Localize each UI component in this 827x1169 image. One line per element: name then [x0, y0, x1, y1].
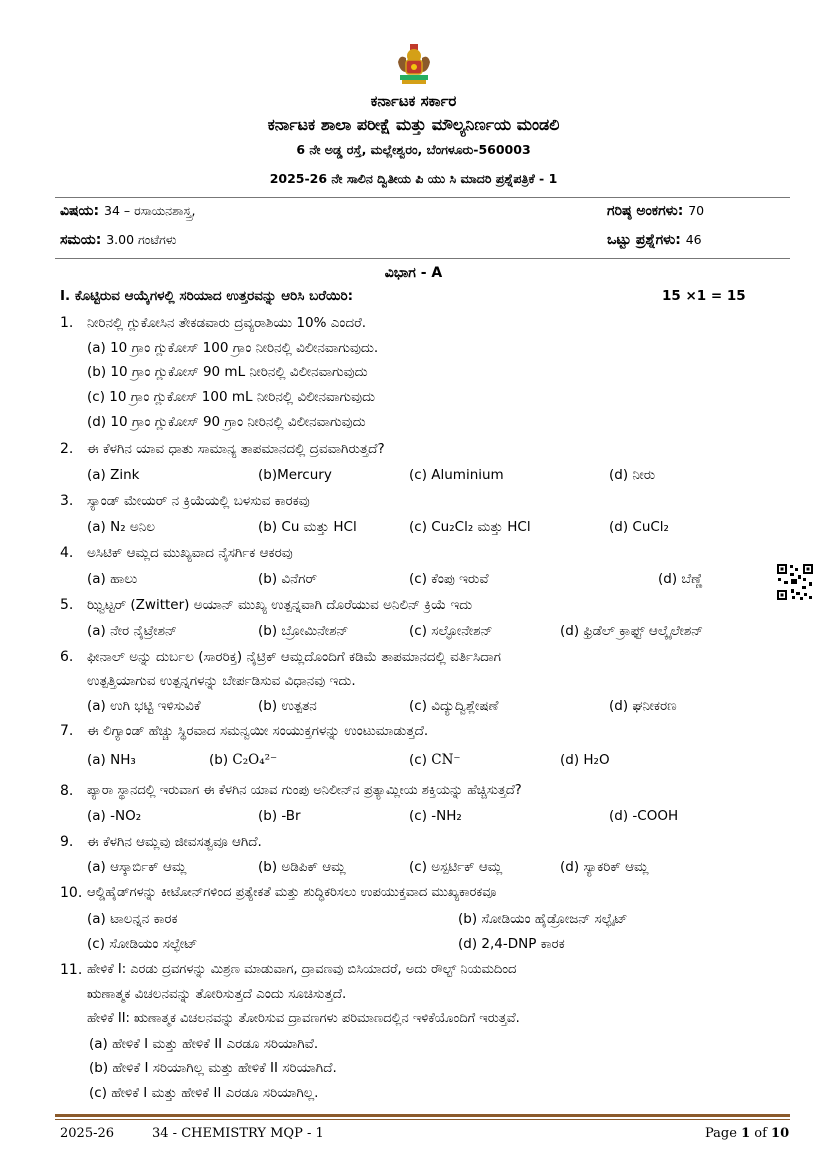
option-c	[409, 752, 461, 768]
question-number: 11.	[60, 962, 83, 978]
question-number: 8.	[60, 783, 74, 799]
option-b: (b) ಹೇಳಿಕೆ I ಸರಿಯಾಗಿಲ್ಲ ಮತ್ತು ಹೇಳಿಕೆ II ಸರಿಯಾಗಿದೆ.	[89, 1060, 337, 1076]
subject-value: 34 – ರಸಾಯನಶಾಸ್ತ್ರ	[104, 203, 192, 218]
option-d: (d) ಬೆಣ್ಣೆ	[658, 571, 703, 587]
divider-meta	[55, 258, 790, 259]
page-total: 10	[771, 1126, 790, 1141]
option-b: (b) ವಿನೆಗರ್	[258, 571, 317, 587]
option-c: (c) ವಿದ್ಯುದ್ವಿಶ್ಲೇಷಣೆ	[409, 698, 499, 714]
board-name: ಕರ್ನಾಟಕ ಶಾಲಾ ಪರೀಕ್ಷೆ ಮತ್ತು ಮೌಲ್ಯನಿರ್ಣಯ ಮಂಡಲಿ	[267, 115, 560, 134]
option-b: (b) -Br	[258, 808, 301, 824]
option-c: (c) Aluminium	[409, 467, 504, 483]
question-text: ಪ್ಯಾರಾ ಸ್ಥಾನದಲ್ಲಿ ಇರುವಾಗ ಈ ಕೆಳಗಿನ ಯಾವ ಗುಂಪು ಅನಿಲೀನ್‌ನ ಪ್ರತ್ಯಾಮ್ಲೀಯ ಶಕ್ತಿಯನ್ನು ಹೆಚ್ಚಿಸುತ್ತದೆ?	[87, 783, 522, 798]
option-a: (a) ಹೇಳಿಕೆ I ಮತ್ತು ಹೇಳಿಕೆ II ಎರಡೂ ಸರಿಯಾಗಿವೆ.	[89, 1036, 319, 1052]
question-text-line2: ಉತ್ಪತ್ತಿಯಾಗುವ ಉತ್ಪನ್ನಗಳನ್ನು ಬೇರ್ಪಡಿಸುವ ವಿಧಾನವು ಇದು.	[87, 673, 356, 689]
page-number: 1	[741, 1126, 751, 1141]
time-label: ಸಮಯ:	[60, 232, 102, 248]
question-number: 10.	[60, 885, 83, 901]
option-a: (a) 10 ಗ್ರಾಂ ಗ್ಲುಕೋಸ್ 100 ಗ್ರಾಂ ನೀರಿನಲ್ಲಿ ವಿಲೀನವಾಗುವುದು.	[87, 340, 379, 356]
question-text: ಅಸಿಟಿಕ್ ಆಮ್ಲದ ಮುಖ್ಯವಾದ ನೈಸರ್ಗಿಕ ಆಕರವು	[87, 545, 293, 561]
option-d: (d) ಸ್ಯಾಕರಿಕ್ ಆಮ್ಲ	[560, 859, 649, 875]
option-c: (c) 10 ಗ್ರಾಂ ಗ್ಲುಕೋಸ್ 100 mL ನೀರಿನಲ್ಲಿ ವಿಲೀನವಾಗುವುದು	[87, 389, 376, 405]
question-number: 3.	[60, 493, 74, 509]
option-c: (c) Cu₂Cl₂ ಮತ್ತು HCl	[409, 519, 531, 535]
max-marks-field	[607, 203, 704, 219]
total-questions-field	[607, 232, 702, 248]
total-questions-value: 46	[685, 232, 702, 247]
option-a: (a) ಉಗಿ ಭಟ್ಟಿ ಇಳಿಸುವಿಕೆ	[87, 698, 201, 714]
page-word: Page	[705, 1126, 737, 1141]
option-d: (d) CuCl₂	[609, 519, 669, 535]
option-b: (b) 10 ಗ್ರಾಂ ಗ್ಲುಕೋಸ್ 90 mL ನೀರಿನಲ್ಲಿ ವಿಲೀನವಾಗುವುದು	[87, 364, 368, 380]
option-b: (b) ಸೋಡಿಯಂ ಹೈಡ್ರೋಜನ್ ಸಲ್ಫೈಟ್	[458, 911, 628, 927]
max-marks-value: 70	[688, 203, 705, 218]
option-b	[209, 752, 277, 768]
option-b: (b) ಅಡಿಪಿಕ್ ಆಮ್ಲ	[258, 859, 346, 875]
section-instruction: I. ಕೊಟ್ಟಿರುವ ಆಯ್ಕೆಗಳಲ್ಲಿ ಸರಿಯಾದ ಉತ್ತರವನ್ನು ಆರಿಸಿ ಬರೆಯಿರಿ:	[60, 288, 354, 304]
question-number: 5.	[60, 597, 74, 613]
government-name: ಕರ್ನಾಟಕ ಸರ್ಕಾರ	[370, 92, 457, 110]
max-marks-label: ಗರಿಷ್ಠ ಅಂಕಗಳು:	[607, 203, 684, 219]
question-text: ಈ ಕೆಳಗಿನ ಯಾವ ಧಾತು ಸಾಮಾನ್ಯ ತಾಪಮಾನದಲ್ಲಿ ದ್ರವವಾಗಿರುತ್ತದೆ?	[87, 441, 385, 457]
question-text: ಈ ಕೆಳಗಿನ ಆಮ್ಲವು ಜೀವಸತ್ವವೂ ಆಗಿದೆ.	[87, 834, 262, 850]
option-c: (c) ಸೋಡಿಯಂ ಸಲ್ಫೇಟ್	[87, 936, 198, 952]
option-b: (b) ಬ್ರೋಮಿನೇಶನ್	[258, 623, 349, 639]
question-text-line1: ಫೀನಾಲ್ ಅನ್ನು ದುರ್ಬಲ (ಸಾರರಿಕ್ತ) ನೈಟ್ರಿಕ್ ಆಮ್ಲದೊಂದಿಗೆ ಕಡಿಮೆ ತಾಪಮಾನದಲ್ಲಿ ವರ್ತಿಸಿದಾಗ	[87, 649, 501, 665]
statement-1-line1: ಹೇಳಿಕೆ I: ಎರಡು ದ್ರವಗಳನ್ನು ಮಿಶ್ರಣ ಮಾಡುವಾಗ, ದ್ರಾವಣವು ಬಿಸಿಯಾದರೆ, ಅದು ರೌಲ್ಟ್ ನಿಯಮದಿಂದ	[87, 962, 517, 977]
option-c: (c) ಹೇಳಿಕೆ I ಮತ್ತು ಹೇಳಿಕೆ II ಎರಡೂ ಸರಿಯಾಗಿಲ್ಲ.	[89, 1085, 319, 1101]
option-a: (a) ಆಸ್ಕಾರ್ಬಿಕ್ ಆಮ್ಲ	[87, 859, 187, 875]
time-value: 3.00 ಗಂಟೆಗಳು	[106, 232, 177, 247]
section-title: ವಿಭಾಗ - A	[384, 265, 443, 281]
question-number: 4.	[60, 545, 74, 561]
option-c: (c) ಅಸ್ಪರ್ಟಿಕ್ ಆಮ್ಲ	[409, 859, 503, 875]
footer-year: 2025-26	[60, 1126, 115, 1141]
statement-1-line2: ಋಣಾತ್ಮಕ ವಿಚಲನವನ್ನು ತೋರಿಸುತ್ತದೆ ಎಂದು ಸೂಚಿಸುತ್ತದೆ.	[87, 986, 347, 1002]
subject-field: ವಿಷಯ: 34 – ರಸಾಯನಶಾಸ್ತ್ರ,	[60, 203, 196, 219]
option-d: (d) 10 ಗ್ರಾಂ ಗ್ಲುಕೋಸ್ 90 ಗ್ರಾಂ ನೀರಿನಲ್ಲಿ ವಿಲೀನವಾಗುವುದು	[87, 414, 366, 430]
question-text: ಸ್ಯಾಂಡ್ ಮೇಯರ್ ನ ಕ್ರಿಯೆಯಲ್ಲಿ ಬಳಸುವ ಕಾರಕವು	[87, 493, 310, 509]
statement-2: ಹೇಳಿಕೆ II: ಋಣಾತ್ಮಕ ವಿಚಲನವನ್ನು ತೋರಿಸುವ ದ್ರಾವಣಗಳು ಪರಿಮಾಣದಲ್ಲಿನ ಇಳಿಕೆಯೊಂದಿಗೆ ಇರುತ್ತವೆ.	[87, 1011, 520, 1026]
option-a: (a) ನೇರ ನೈಟ್ರೇಶನ್	[87, 623, 177, 639]
question-number: 1.	[60, 315, 74, 331]
option-b: (b)Mercury	[258, 467, 332, 483]
footer-paper-code: 34 - CHEMISTRY MQP - 1	[152, 1126, 324, 1141]
section-marks: 15 ×1 = 15	[662, 288, 746, 304]
option-a: (a) -NO₂	[87, 808, 142, 824]
option-b: (b) Cu ಮತ್ತು HCl	[258, 519, 357, 535]
question-text: ಆಲ್ಡಿಹೈಡ್‌ಗಳನ್ನು ಕೀಟೋನ್‌ಗಳಿಂದ ಪ್ರತ್ಯೇಕತೆ ಮತ್ತು ಶುದ್ಧಿಕರಿಸಲು ಉಪಯುಕ್ತವಾದ ಮುಖ್ಯಕಾರಕವೂ	[87, 885, 497, 900]
divider-top	[55, 197, 790, 198]
qr-code-icon[interactable]	[776, 563, 814, 601]
cyanide-formula: CN⁻	[431, 752, 461, 768]
question-text: ಈ ಲಿಗ್ಯಾಂಡ್ ಹೆಚ್ಚು ಸ್ಥಿರವಾದ ಸಮನ್ವಯೀ ಸಂಯುಕ್ತಗಳನ್ನು ಉಂಟುಮಾಡುತ್ತದೆ.	[87, 723, 429, 739]
option-c: (c) ಕೆಂಪು ಇರುವೆ	[409, 571, 489, 587]
option-d: (d) H₂O	[560, 752, 610, 768]
option-a: (a) NH₃	[87, 752, 136, 768]
question-number: 2.	[60, 441, 74, 457]
option-a: (a) ಹಾಲು	[87, 571, 138, 587]
footer-rule-thick	[55, 1114, 790, 1117]
option-d: (d) ನೀರು	[609, 467, 656, 483]
option-c: (c) -NH₂	[409, 808, 462, 824]
option-d: (d) ಘನೀಕರಣ	[609, 698, 677, 714]
total-questions-label: ಒಟ್ಟು ಪ್ರಶ್ನೆಗಳು:	[607, 232, 681, 248]
option-d: (d) ಫ್ರಿಡೆಲ್ ಕ್ರಾಫ್ಟ್ ಆಲ್ಕೈಲೇಶನ್	[560, 623, 704, 639]
question-number: 9.	[60, 834, 74, 850]
subject-label: ವಿಷಯ:	[60, 203, 100, 219]
question-text: ಝ್ವಿಟ್ಟರ್ (Zwitter) ಅಯಾನ್ ಮುಖ್ಯ ಉತ್ಪನ್ನವಾಗಿ ದೊರೆಯುವ ಅನಿಲಿನ್ ಕ್ರಿಯೆ ಇದು	[87, 597, 473, 613]
question-text: ನೀರಿನಲ್ಲಿ ಗ್ಲುಕೋಸಿನ ತೇಕಡವಾರು ದ್ರವ್ಯರಾಶಿಯು 10% ಎಂದರೆ.	[87, 315, 367, 331]
option-c: (c) ಸಲ್ಫೋನೇಶನ್	[409, 623, 493, 639]
option-b-label: (b)	[209, 752, 229, 768]
oxalate-formula: C₂O₄²⁻	[232, 752, 278, 768]
karnataka-emblem-icon	[392, 42, 436, 86]
option-a: (a) ಟಾಲನ್ನನ ಕಾರಕ	[87, 911, 178, 927]
footer-page-indicator	[705, 1126, 789, 1141]
option-c-label: (c)	[409, 752, 427, 768]
question-number: 6.	[60, 649, 74, 665]
question-number: 7.	[60, 723, 74, 739]
option-b: (b) ಉತ್ಪತನ	[258, 698, 317, 714]
of-word: of	[754, 1126, 767, 1141]
option-d: (d) -COOH	[609, 808, 679, 824]
option-a: (a) N₂ ಅನಿಲ	[87, 519, 156, 535]
option-a: (a) Zink	[87, 467, 140, 483]
option-d: (d) 2,4-DNP ಕಾರಕ	[458, 936, 565, 952]
board-address: 6 ನೇ ಅಡ್ಡ ರಸ್ತೆ, ಮಲ್ಲೇಶ್ವರಂ, ಬೆಂಗಳೂರು-560003	[296, 142, 531, 157]
time-field	[60, 232, 177, 248]
footer-rule-thin	[55, 1119, 790, 1120]
paper-title: 2025-26 ನೇ ಸಾಲಿನ ದ್ವಿತೀಯ ಪಿ ಯು ಸಿ ಮಾದರಿ ಪ್ರಶ್ನೆಪತ್ರಿಕೆ - 1	[269, 171, 558, 186]
